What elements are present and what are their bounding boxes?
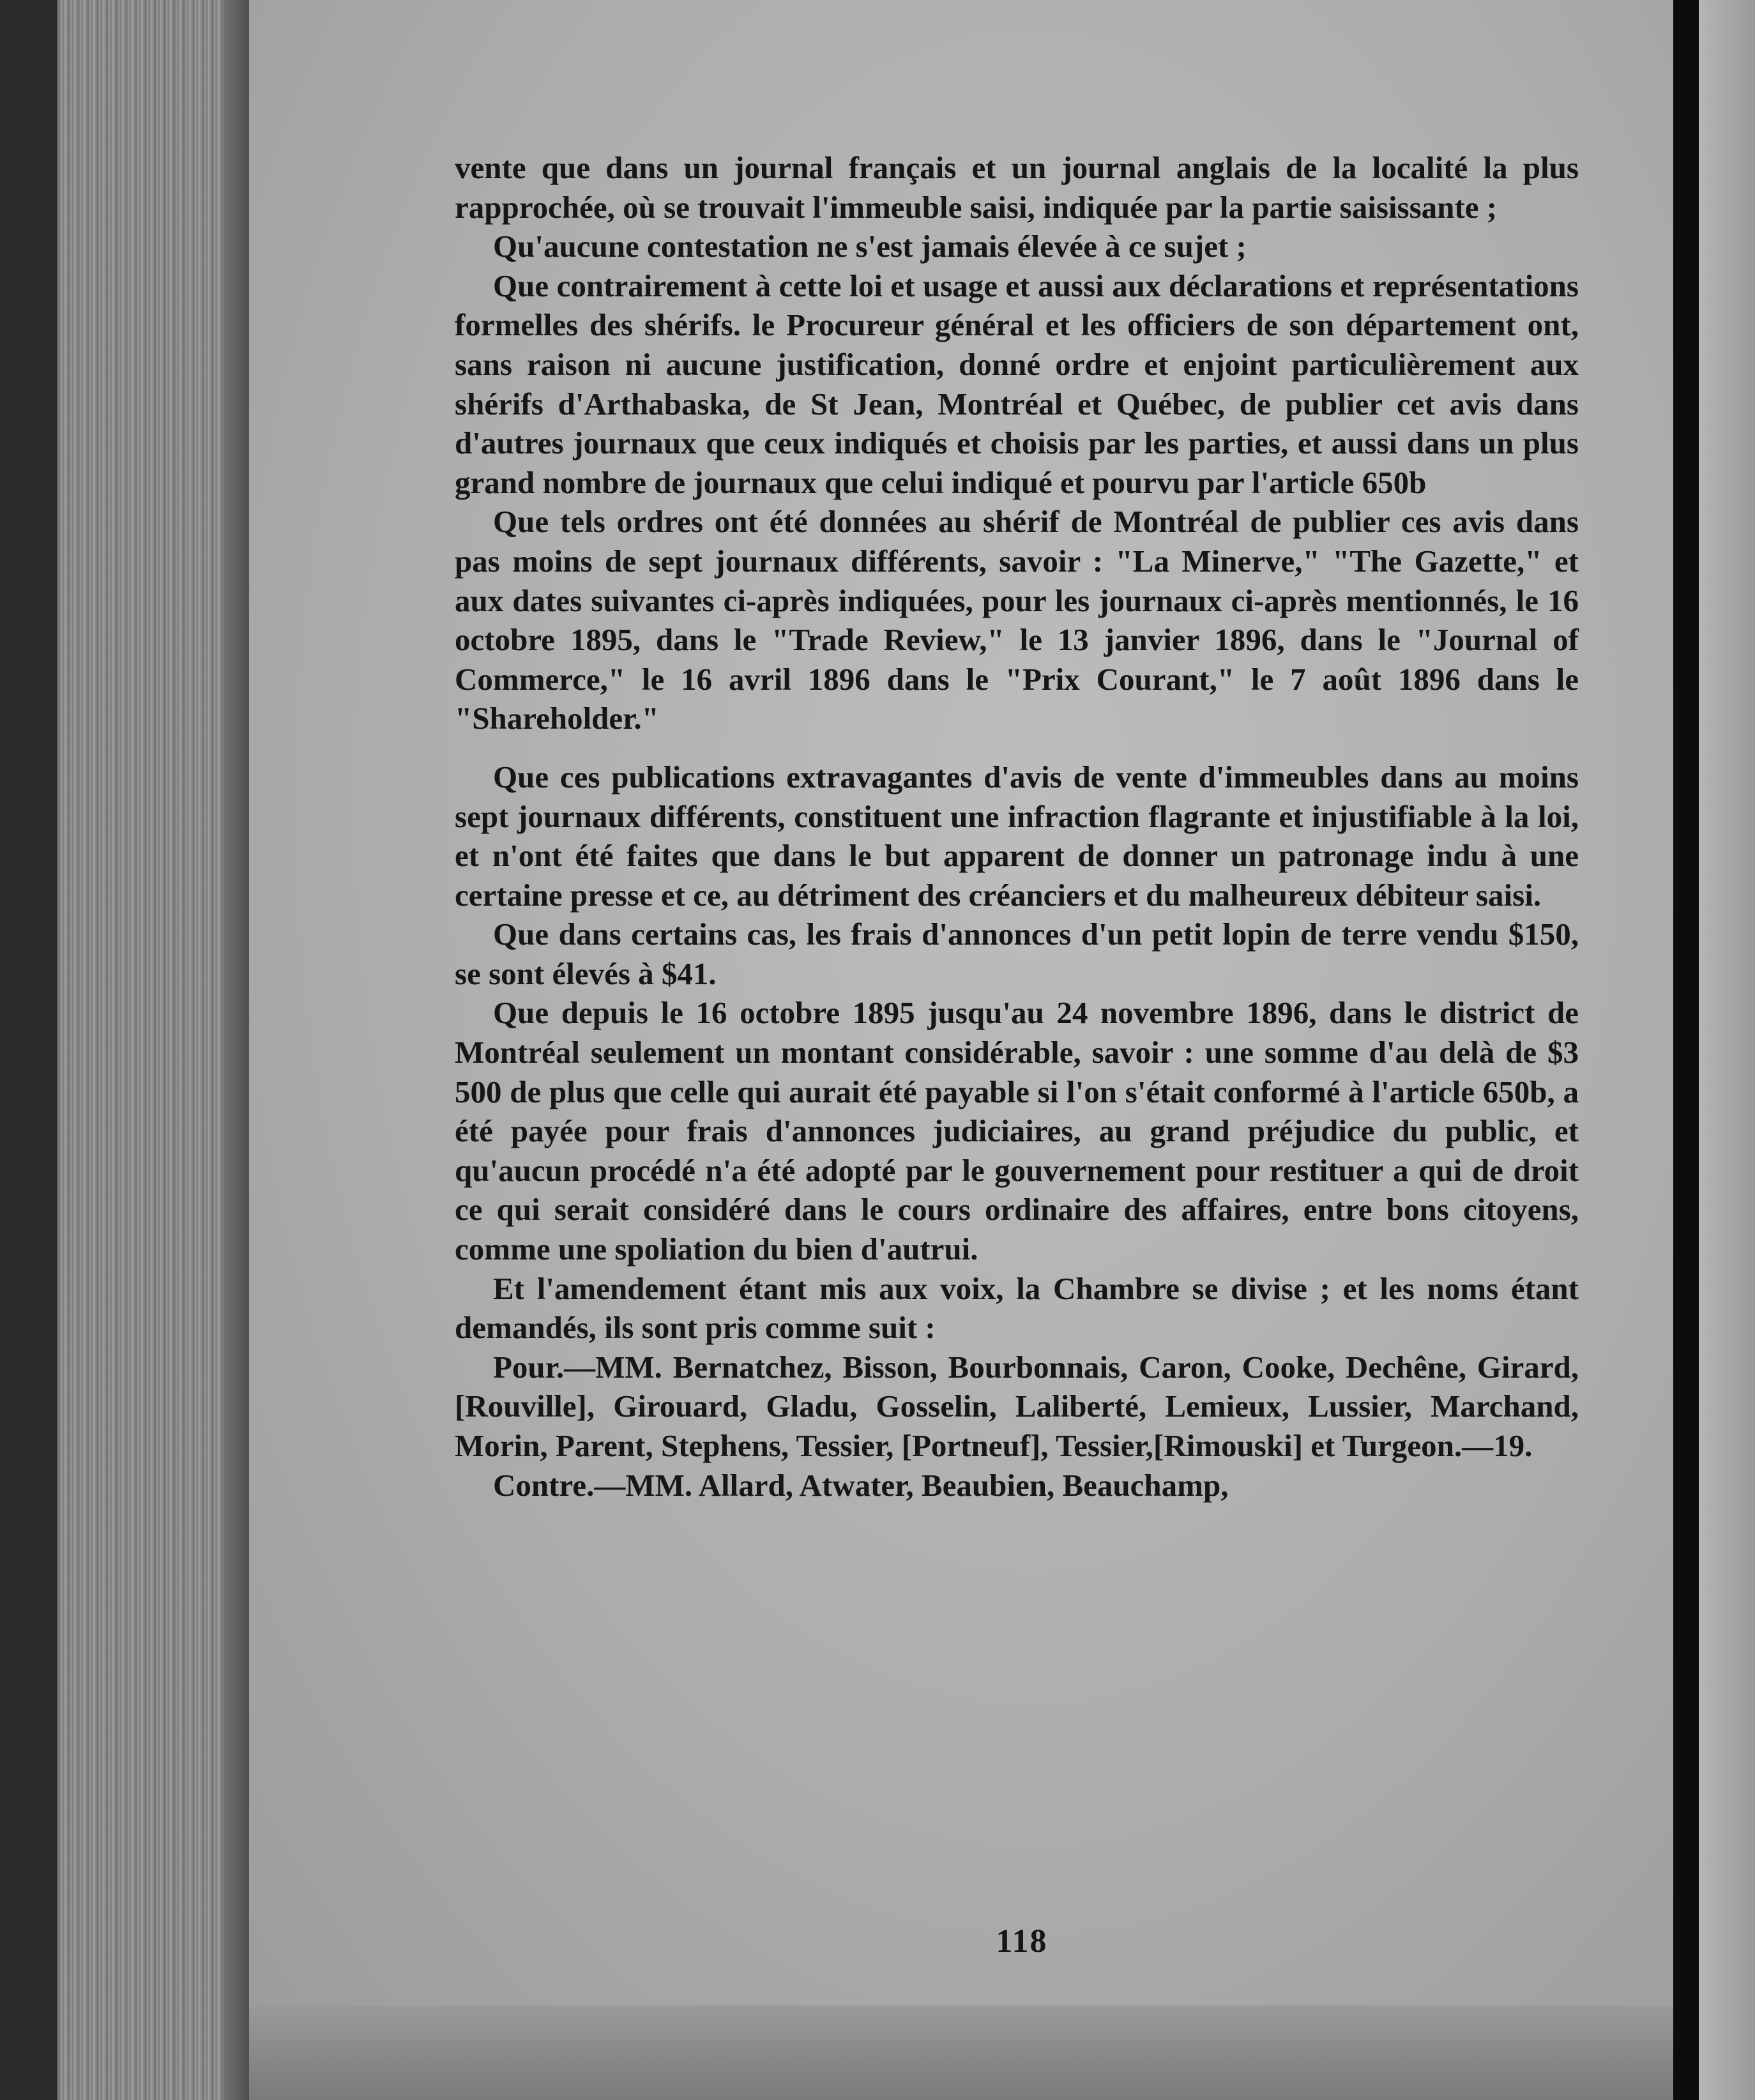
paragraph: Que tels ordres ont été données au shérif de Montréal de publier ces avis dans pas moins de sept journaux différents, savoir : "La Minerve," "The Gazette," et aux dates suivantes ci-après indiquées, pour les journaux ci-après mentionnés, le 16 octobre 1895, dans le "Trade Review," le 13 janvier 1896, dans le "Journal of Commerce," le 16 avril 1896 dans le "Prix Courant," le 7 août 1896 dans le "Shareholder." [455, 504, 1579, 736]
text-block [455, 148, 1579, 1505]
paragraph: Contre.—MM. Allard, Atwater, Beaubien, Beauchamp, [493, 1467, 1229, 1503]
paragraph: Que ces publications extravagantes d'avis de vente d'immeubles dans au moins sept journaux différents, constituent une infraction flagrante et injustifiable à la loi, et n'ont été faites que dans le but apparent de donner un patronage indu à une certaine presse et ce, au détriment des créanciers et du malheureux débiteur saisi. [455, 759, 1579, 913]
paragraph: Que contrairement à cette loi et usage et aussi aux déclarations et représentations formelles des shérifs. le Procureur général et les officiers de son département ont, sans raison ni aucune justification, donné ordre et enjoint particulièrement aux shérifs d'Arthabaska, de St Jean, Montréal et Québec, de publier cet avis dans d'autres journaux que ceux indiqués et choisis par les parties, et aussi dans un plus grand nombre de journaux que celui indiqué et pourvu par l'article 650b [455, 268, 1579, 500]
paragraph: Que dans certains cas, les frais d'annonces d'un petit lopin de terre vendu $150, se sont élevés à $41. [455, 917, 1579, 991]
paragraph: Que depuis le 16 octobre 1895 jusqu'au 24 novembre 1896, dans le district de Montréal seulement un montant considérable, savoir : une somme d'au delà de $3 500 de plus que celle qui aurait été payable si l'on s'était conformé à l'article 650b, a été payée pour frais d'annonces judiciaires, au grand préjudice du public, et qu'aucun procédé n'a été adopté par le gouvernement pour restituer a qui de droit ce qui serait considéré dans le cours ordinaire des affaires, entre bons citoyens, comme une spoliation du bien d'autrui. [455, 995, 1579, 1267]
binding-strip [1673, 0, 1699, 2100]
page-bottom-margin [249, 2005, 1673, 2100]
paragraph: Et l'amendement étant mis aux voix, la Chambre se divise ; et les noms étant demandés, ils sont pris comme suit : [455, 1270, 1579, 1346]
book-page-edges [57, 0, 249, 2100]
facing-page-edge [1699, 0, 1755, 2100]
paragraph: vente que dans un journal français et un journal anglais de la localité la plus rapprochée, où se trouvait l'immeuble saisi, indiquée par la partie saisissante ; [455, 150, 1579, 225]
paragraph: Pour.—MM. Bernatchez, Bisson, Bourbonnais, Caron, Cooke, Dechêne, Girard, [Rouville], Girouard, Gladu, Gosselin, Laliberté, Lemieux, Lussier, Marchand, Morin, Parent, Stephens, Tessier, [Portneuf], Tessier,[Rimouski] et Turgeon.—19. [455, 1349, 1579, 1463]
page-number: 118 [996, 1923, 1048, 1959]
paragraph: Qu'aucune contestation ne s'est jamais élevée à ce sujet ; [493, 229, 1247, 264]
